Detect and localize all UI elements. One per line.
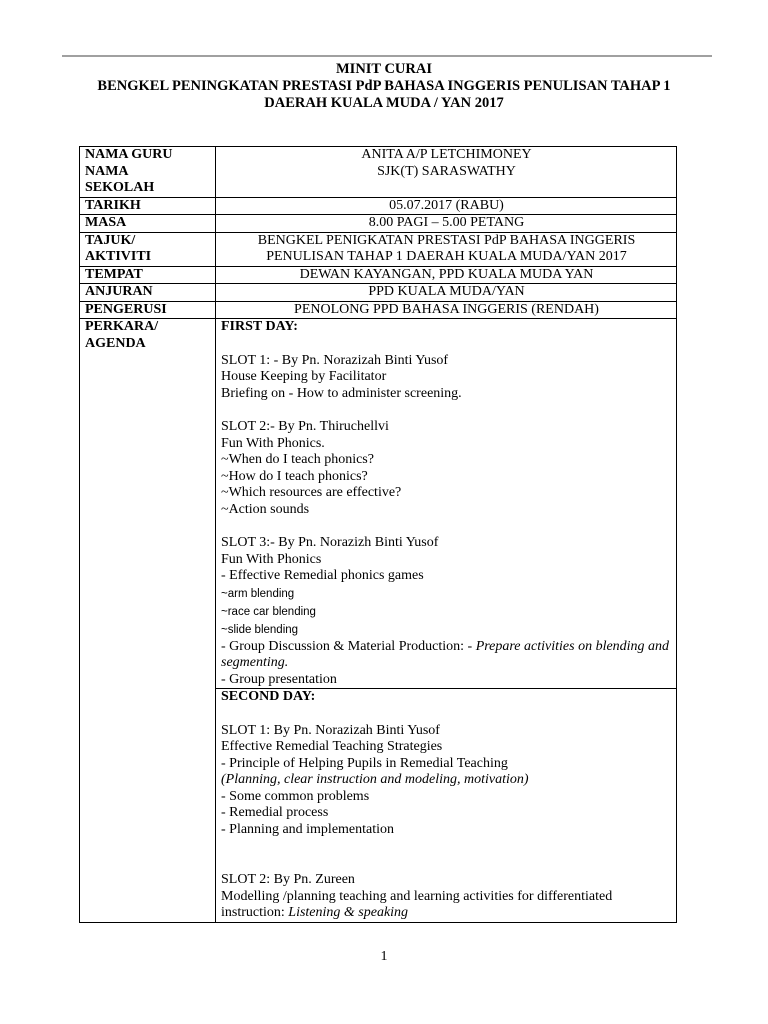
agenda-line: Fun With Phonics. [221,435,325,451]
agenda-line: ~Which resources are effective? [221,485,402,500]
heading-district: DAERAH KUALA MUDA / YAN 2017 [264,95,504,111]
value-tajuk-line2: PENULISAN TAHAP 1 DAERAH KUALA MUDA/YAN 2017 [266,249,627,264]
table-row [80,232,677,266]
label-agenda: AGENDA [85,335,146,351]
value-tajuk-line1: BENGKEL PENIGKATAN PRESTASI PdP BAHASA INGGERIS [257,232,636,248]
first-day-cell [216,319,677,689]
agenda-line: House Keeping by Facilitator [221,369,387,384]
label-masa: MASA [80,215,216,233]
label-aktiviti: AKTIVITI [85,249,152,264]
label-perkara: PERKARA/ [85,319,159,334]
table-row [80,215,677,233]
minutes-table [79,146,677,923]
value-masa: 8.00 PAGI – 5.00 PETANG [216,215,677,233]
agenda-line: ~How do I teach phonics? [221,468,368,484]
top-rule [62,55,712,57]
agenda-line: ~Action sounds [221,501,310,517]
label-tajuk-cell [80,232,216,266]
label-tarikh: TARIKH [80,197,216,215]
slot-title: SLOT 1: - By Pn. Norazizah Binti Yusof [221,352,449,368]
agenda-game-line: ~arm blending [221,587,295,600]
agenda-italic-line: (Planning, clear instruction and modeling, motivation) [221,772,529,787]
name-values-cell [216,147,677,198]
table-row [80,147,677,198]
label-tajuk: TAJUK/ [85,232,136,248]
label-nama-guru: NAMA GURU [85,147,173,162]
value-tarikh: 05.07.2017 (RABU) [216,197,677,215]
label-anjuran: ANJURAN [80,284,216,302]
value-nama-sekolah: SJK(T) SARASWATHY [377,163,516,179]
slot-title: SLOT 2:- By Pn. Thiruchellvi [221,419,389,434]
agenda-italic-text: Prepare activities on blending and segmenting. [221,638,670,670]
agenda-italic-text: Listening & speaking [288,905,409,920]
label-perkara-cell [80,319,216,923]
second-day-title: SECOND DAY: [221,689,316,704]
label-tempat: TEMPAT [80,266,216,284]
agenda-line: Modelling /planning teaching and learning activities for differentiated [221,888,613,904]
value-tajuk-cell [216,232,677,266]
agenda-line [221,639,672,672]
second-day-cell [216,689,677,923]
agenda-line: ~When do I teach phonics? [221,452,374,467]
value-nama-guru: ANITA A/P LETCHIMONEY [361,147,532,162]
first-day-title: FIRST DAY: [221,319,298,334]
document-heading [0,61,768,112]
agenda-line: Fun With Phonics [221,551,322,567]
agenda-text: - Group Discussion & Material Production: - [221,638,476,654]
value-pengerusi: PENOLONG PPD BAHASA INGGERIS (RENDAH) [216,301,677,319]
agenda-line: Briefing on - How to administer screening. [221,385,462,401]
slot-title: SLOT 1: By Pn. Norazizah Binti Yusof [221,722,440,738]
agenda-game-line: ~race car blending [221,605,316,618]
label-nama: NAMA [85,163,129,179]
label-pengerusi: PENGERUSI [80,301,216,319]
agenda-line: - Effective Remedial phonics games [221,568,424,583]
agenda-line: - Some common problems [221,788,370,804]
value-tempat: DEWAN KAYANGAN, PPD KUALA MUDA YAN [216,266,677,284]
agenda-text: instruction: [221,905,289,920]
heading-subtitle: BENGKEL PENINGKATAN PRESTASI PdP BAHASA INGGERIS PENULISAN TAHAP 1 [97,78,671,94]
page-number: 1 [380,949,388,964]
agenda-game-line: ~slide blending [221,623,299,636]
value-anjuran: PPD KUALA MUDA/YAN [216,284,677,302]
agenda-line: - Principle of Helping Pupils in Remedial Teaching [221,755,508,771]
agenda-line: - Remedial process [221,805,329,820]
table-row [80,197,677,215]
agenda-line: - Planning and implementation [221,821,395,837]
table-row [80,301,677,319]
slot-title: SLOT 3:- By Pn. Norazizh Binti Yusof [221,535,439,550]
table-row [80,266,677,284]
agenda-line [221,905,672,922]
slot-title: SLOT 2: By Pn. Zureen [221,872,355,887]
agenda-line: - Group presentation [221,671,337,687]
table-row [80,319,677,689]
agenda-line: Effective Remedial Teaching Strategies [221,739,443,754]
name-labels-cell [80,147,216,198]
label-sekolah: SEKOLAH [85,180,155,195]
heading-title: MINIT CURAI [335,61,432,77]
table-row [80,284,677,302]
